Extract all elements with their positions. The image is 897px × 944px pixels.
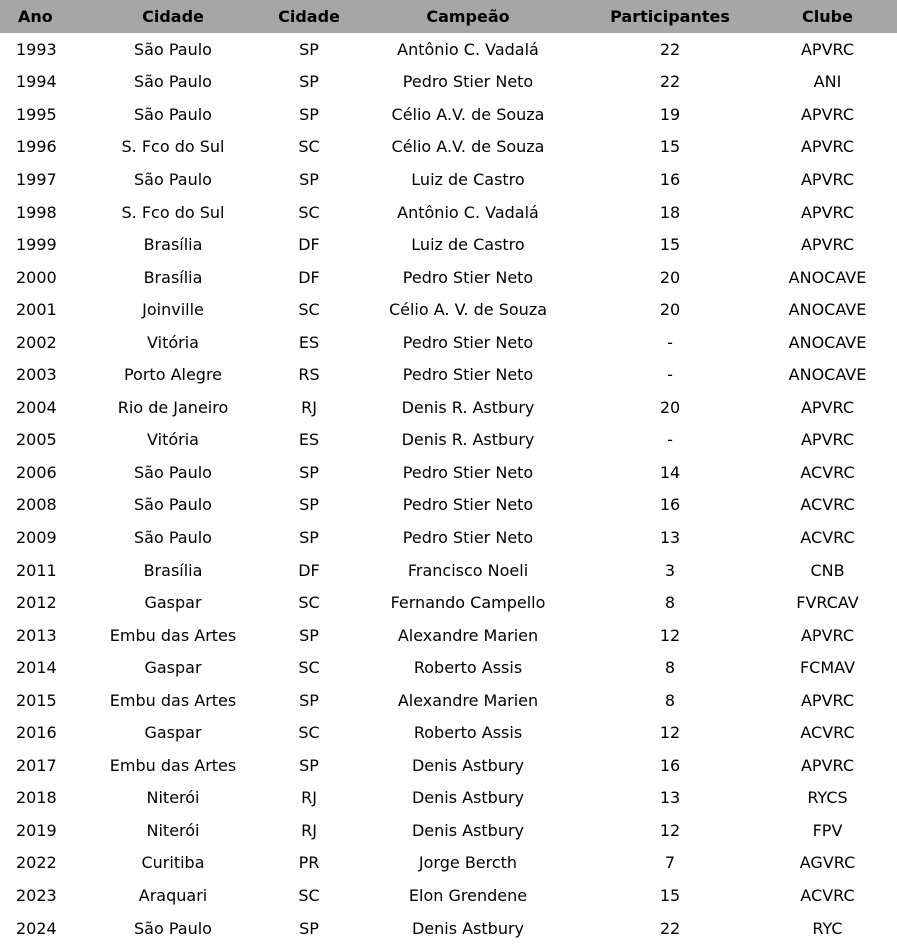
cell-uf: SC — [298, 885, 320, 905]
column-header-uf: Cidade — [264, 0, 354, 33]
header-row — [0, 0, 897, 33]
cell-clube: APVRC — [800, 755, 855, 775]
cell-uf: RJ — [301, 788, 317, 808]
cell-ano: 1995 — [16, 104, 57, 124]
cell-campeao: Francisco Noeli — [407, 560, 529, 580]
table-row — [0, 261, 897, 294]
cell-cidade: Embu das Artes — [109, 625, 237, 645]
cell-participantes: 13 — [659, 527, 681, 547]
cell-cidade: Vitória — [147, 332, 199, 352]
cell-participantes: 20 — [659, 267, 681, 287]
cell-clube: RYCS — [807, 788, 848, 808]
cell-clube: CNB — [810, 560, 845, 580]
cell-campeao: Antônio C. Vadalá — [397, 202, 539, 222]
cell-ano: 2018 — [16, 788, 57, 808]
cell-cidade: Vitória — [147, 430, 199, 450]
cell-uf: RS — [298, 365, 320, 385]
cell-uf: ES — [298, 430, 320, 450]
cell-cidade: São Paulo — [134, 72, 212, 92]
cell-ano: 2011 — [16, 560, 57, 580]
cell-campeao: Pedro Stier Neto — [402, 332, 534, 352]
cell-cidade: Niterói — [146, 820, 200, 840]
cell-ano: 1994 — [16, 72, 57, 92]
cell-ano: 2001 — [16, 300, 57, 320]
cell-clube: RYC — [812, 918, 843, 938]
cell-participantes: 16 — [659, 495, 681, 515]
cell-uf: DF — [298, 235, 320, 255]
cell-clube: APVRC — [800, 397, 855, 417]
table-body — [0, 33, 897, 944]
cell-campeao: Alexandre Marien — [397, 690, 539, 710]
cell-cidade: Joinville — [142, 300, 204, 320]
cell-clube: ANI — [813, 72, 842, 92]
cell-participantes: - — [667, 430, 673, 450]
cell-uf: RJ — [301, 397, 317, 417]
cell-cidade: São Paulo — [134, 39, 212, 59]
table-row — [0, 489, 897, 522]
cell-uf: SP — [299, 755, 319, 775]
table-row — [0, 912, 897, 944]
cell-clube: ACVRC — [800, 885, 855, 905]
cell-ano: 2024 — [16, 918, 57, 938]
cell-campeao: Denis Astbury — [411, 788, 525, 808]
cell-ano: 2000 — [16, 267, 57, 287]
table-row — [0, 196, 897, 229]
cell-cidade: São Paulo — [134, 462, 212, 482]
table-row — [0, 651, 897, 684]
table-row — [0, 66, 897, 99]
cell-uf: ES — [298, 332, 320, 352]
cell-cidade: São Paulo — [134, 169, 212, 189]
cell-clube: APVRC — [800, 430, 855, 450]
cell-campeao: Célio A. V. de Souza — [388, 300, 548, 320]
cell-cidade: Araquari — [138, 885, 208, 905]
table-row — [0, 98, 897, 131]
cell-participantes: 3 — [664, 560, 676, 580]
table-row — [0, 326, 897, 359]
cell-campeao: Pedro Stier Neto — [402, 365, 534, 385]
cell-cidade: S. Fco do Sul — [121, 202, 225, 222]
cell-participantes: 7 — [664, 853, 676, 873]
cell-clube: APVRC — [800, 235, 855, 255]
cell-ano: 2022 — [16, 853, 57, 873]
cell-cidade: Embu das Artes — [109, 755, 237, 775]
cell-clube: ANOCAVE — [788, 365, 867, 385]
cell-participantes: 15 — [659, 885, 681, 905]
cell-ano: 2023 — [16, 885, 57, 905]
cell-ano: 2005 — [16, 430, 57, 450]
cell-campeao: Denis Astbury — [411, 820, 525, 840]
cell-ano: 2006 — [16, 462, 57, 482]
column-header-participantes: Participantes — [582, 0, 758, 33]
table-header — [0, 0, 897, 33]
cell-participantes: 20 — [659, 300, 681, 320]
cell-participantes: 13 — [659, 788, 681, 808]
cell-ano: 1993 — [16, 39, 57, 59]
table-row — [0, 131, 897, 164]
cell-campeao: Alexandre Marien — [397, 625, 539, 645]
cell-participantes: 19 — [659, 104, 681, 124]
table-row — [0, 163, 897, 196]
cell-uf: SC — [298, 202, 320, 222]
cell-ano: 2012 — [16, 593, 57, 613]
cell-cidade: Curitiba — [141, 853, 205, 873]
cell-cidade: Embu das Artes — [109, 690, 237, 710]
cell-cidade: S. Fco do Sul — [121, 137, 225, 157]
cell-campeao: Denis Astbury — [411, 755, 525, 775]
cell-participantes: - — [667, 365, 673, 385]
table-row — [0, 879, 897, 912]
cell-cidade: São Paulo — [134, 495, 212, 515]
cell-ano: 2017 — [16, 755, 57, 775]
cell-cidade: Porto Alegre — [123, 365, 223, 385]
cell-uf: PR — [298, 853, 320, 873]
cell-ano: 2009 — [16, 527, 57, 547]
cell-campeao: Pedro Stier Neto — [402, 495, 534, 515]
table-row — [0, 716, 897, 749]
cell-cidade: São Paulo — [134, 918, 212, 938]
column-header-campeao: Campeão — [354, 0, 582, 33]
cell-ano: 1998 — [16, 202, 57, 222]
cell-clube: ACVRC — [800, 527, 855, 547]
cell-ano: 1996 — [16, 137, 57, 157]
table-row — [0, 293, 897, 326]
cell-campeao: Elon Grendene — [408, 885, 528, 905]
cell-uf: SP — [299, 72, 319, 92]
table-row — [0, 619, 897, 652]
cell-clube: ACVRC — [800, 462, 855, 482]
cell-cidade: Gaspar — [144, 723, 202, 743]
cell-uf: DF — [298, 560, 320, 580]
cell-ano: 2004 — [16, 397, 57, 417]
cell-campeao: Pedro Stier Neto — [402, 527, 534, 547]
cell-campeao: Pedro Stier Neto — [402, 267, 534, 287]
cell-uf: SC — [298, 593, 320, 613]
cell-ano: 2014 — [16, 658, 57, 678]
cell-cidade: Brasília — [143, 235, 203, 255]
cell-uf: SP — [299, 39, 319, 59]
cell-participantes: 22 — [659, 72, 681, 92]
cell-uf: SP — [299, 104, 319, 124]
cell-ano: 2002 — [16, 332, 57, 352]
cell-uf: SP — [299, 169, 319, 189]
table-row — [0, 391, 897, 424]
cell-uf: SP — [299, 527, 319, 547]
cell-campeao: Pedro Stier Neto — [402, 72, 534, 92]
cell-cidade: Gaspar — [144, 593, 202, 613]
cell-participantes: 22 — [659, 918, 681, 938]
cell-clube: APVRC — [800, 39, 855, 59]
cell-cidade: São Paulo — [134, 527, 212, 547]
cell-campeao: Denis R. Astbury — [401, 430, 535, 450]
cell-participantes: 12 — [659, 625, 681, 645]
cell-participantes: 12 — [659, 820, 681, 840]
cell-participantes: 8 — [664, 658, 676, 678]
table-row — [0, 358, 897, 391]
cell-ano: 2003 — [16, 365, 57, 385]
cell-uf: RJ — [301, 820, 317, 840]
cell-uf: SC — [298, 137, 320, 157]
cell-participantes: 16 — [659, 755, 681, 775]
cell-clube: FVRCAV — [796, 593, 859, 613]
cell-uf: SP — [299, 690, 319, 710]
cell-cidade: Brasília — [143, 267, 203, 287]
cell-participantes: 15 — [659, 137, 681, 157]
cell-participantes: 16 — [659, 169, 681, 189]
cell-campeao: Pedro Stier Neto — [402, 462, 534, 482]
table-row — [0, 847, 897, 880]
cell-participantes: 15 — [659, 235, 681, 255]
table-row — [0, 749, 897, 782]
cell-campeao: Roberto Assis — [413, 723, 523, 743]
cell-ano: 2013 — [16, 625, 57, 645]
column-header-ano: Ano — [0, 0, 82, 33]
cell-uf: SP — [299, 495, 319, 515]
cell-clube: APVRC — [800, 169, 855, 189]
cell-campeao: Célio A.V. de Souza — [391, 104, 545, 124]
cell-ano: 1999 — [16, 235, 57, 255]
cell-participantes: 8 — [664, 690, 676, 710]
cell-participantes: 22 — [659, 39, 681, 59]
cell-ano: 1997 — [16, 169, 57, 189]
column-header-clube: Clube — [758, 0, 897, 33]
cell-campeao: Luiz de Castro — [411, 169, 525, 189]
table-row — [0, 684, 897, 717]
cell-clube: ACVRC — [800, 723, 855, 743]
cell-clube: APVRC — [800, 104, 855, 124]
column-header-cidade: Cidade — [82, 0, 264, 33]
cell-participantes: 20 — [659, 397, 681, 417]
table-row — [0, 521, 897, 554]
cell-cidade: Rio de Janeiro — [117, 397, 229, 417]
table-row — [0, 814, 897, 847]
cell-clube: APVRC — [800, 690, 855, 710]
cell-uf: SP — [299, 462, 319, 482]
cell-cidade: Gaspar — [144, 658, 202, 678]
cell-uf: SC — [298, 658, 320, 678]
cell-participantes: 12 — [659, 723, 681, 743]
cell-campeao: Antônio C. Vadalá — [397, 39, 539, 59]
cell-campeao: Célio A.V. de Souza — [391, 137, 545, 157]
cell-clube: APVRC — [800, 137, 855, 157]
cell-campeao: Denis R. Astbury — [401, 397, 535, 417]
cell-clube: AGVRC — [799, 853, 856, 873]
cell-cidade: São Paulo — [134, 104, 212, 124]
cell-ano: 2008 — [16, 495, 57, 515]
cell-participantes: 8 — [664, 593, 676, 613]
cell-ano: 2019 — [16, 820, 57, 840]
table-row — [0, 33, 897, 66]
table-row — [0, 228, 897, 261]
cell-clube: FCMAV — [799, 658, 856, 678]
cell-clube: ANOCAVE — [788, 267, 867, 287]
cell-campeao: Denis Astbury — [411, 918, 525, 938]
cell-clube: ANOCAVE — [788, 300, 867, 320]
cell-cidade: Brasília — [143, 560, 203, 580]
cell-uf: SP — [299, 918, 319, 938]
cell-uf: SP — [299, 625, 319, 645]
cell-campeao: Roberto Assis — [413, 658, 523, 678]
cell-ano: 2016 — [16, 723, 57, 743]
cell-clube: ANOCAVE — [788, 332, 867, 352]
cell-uf: SC — [298, 723, 320, 743]
cell-campeao: Luiz de Castro — [411, 235, 525, 255]
cell-campeao: Fernando Campello — [390, 593, 546, 613]
cell-ano: 2015 — [16, 690, 57, 710]
cell-participantes: 18 — [659, 202, 681, 222]
cell-uf: DF — [298, 267, 320, 287]
table-row — [0, 424, 897, 457]
cell-clube: ACVRC — [800, 495, 855, 515]
cell-cidade: Niterói — [146, 788, 200, 808]
table-row — [0, 456, 897, 489]
cell-participantes: 14 — [659, 462, 681, 482]
table-row — [0, 586, 897, 619]
cell-clube: APVRC — [800, 625, 855, 645]
cell-clube: FPV — [812, 820, 843, 840]
cell-clube: APVRC — [800, 202, 855, 222]
cell-participantes: - — [667, 332, 673, 352]
table-row — [0, 782, 897, 815]
table-row — [0, 554, 897, 587]
cell-uf: SC — [298, 300, 320, 320]
cell-campeao: Jorge Bercth — [418, 853, 518, 873]
